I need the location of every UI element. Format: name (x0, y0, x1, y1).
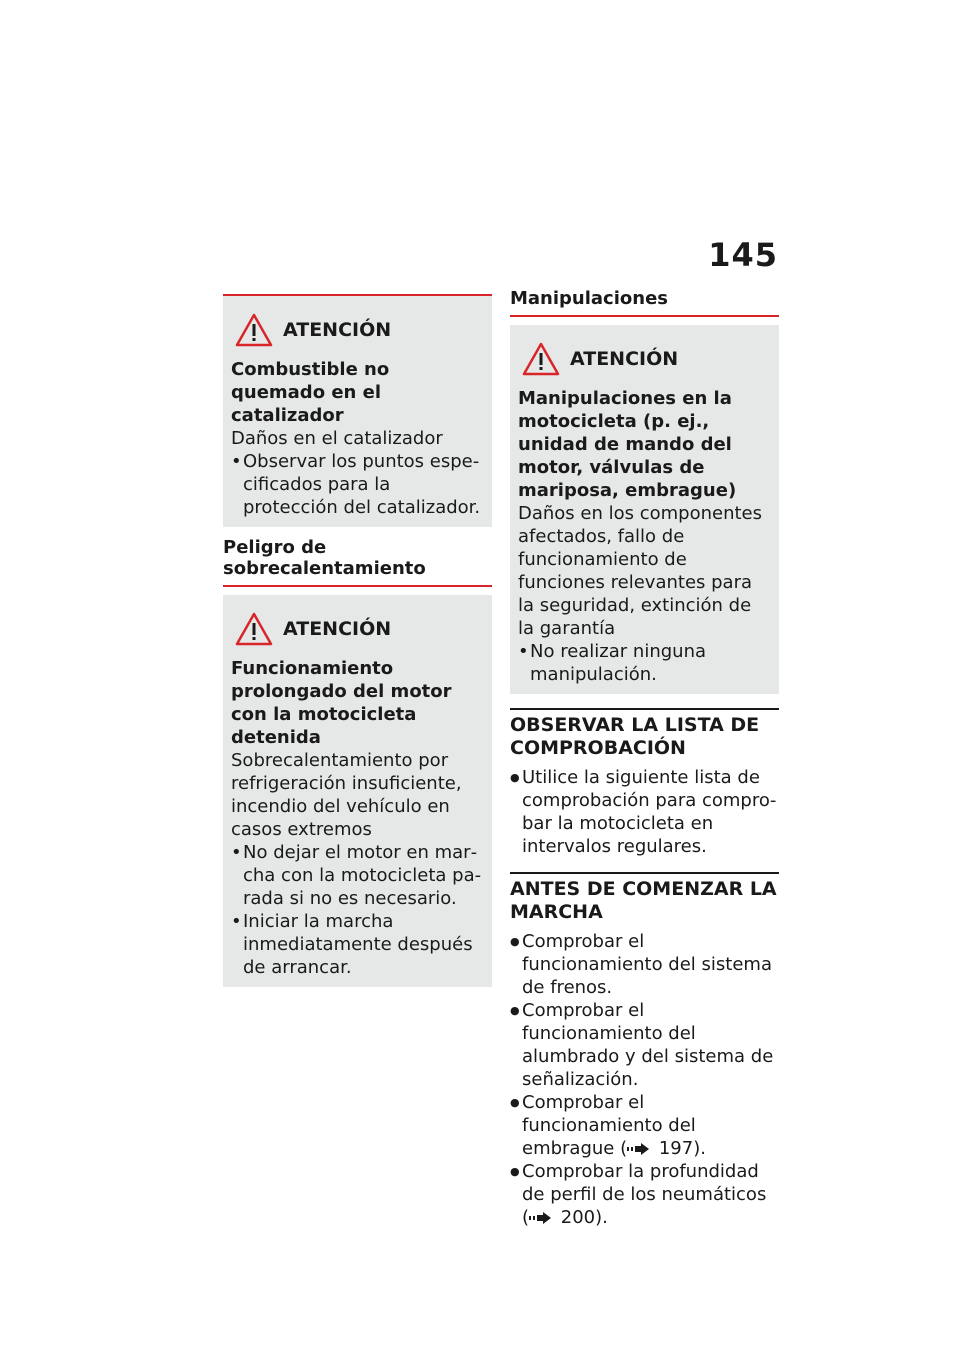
warning-bullets (231, 841, 484, 979)
arrow-reference-icon (627, 1142, 653, 1156)
warning-box-catalyst (223, 294, 492, 527)
warning-subtitle: Manipulaciones en la motocicleta (p. ej., unidad de mando del motor, válvulas de mariposa, embrague) (518, 388, 737, 501)
warning-bullet: • No realizar ninguna manipulación. (518, 640, 771, 686)
heading-manipulations: Manipulaciones (510, 288, 779, 317)
warning-box-overheat (223, 595, 492, 987)
list-item: ● Utilice la siguiente lista de comprobación para comprobar la motocicleta en intervalos regulares. (510, 766, 779, 858)
warning-bullets (231, 450, 484, 519)
page-reference[interactable]: 197 (658, 1138, 694, 1159)
warning-bullet: • Observar los puntos especificados para la protección del catalizador. (231, 450, 484, 519)
warning-bullet: • No dejar el motor en marcha con la motocicleta parada si no es necesario. (231, 841, 484, 910)
arrow-reference-icon (529, 1211, 555, 1225)
warning-header (231, 310, 484, 350)
list-item-text: ). (595, 1207, 608, 1228)
left-column (223, 294, 492, 987)
warning-box-manipulations (510, 325, 779, 694)
list-item-text: Comprobar la profundidad de perfil de los neumáticos ( (522, 1161, 767, 1228)
heading-overheat: Peligro de sobrecalentamiento (223, 537, 492, 587)
right-column (510, 288, 779, 1229)
list-item-text: ). (693, 1138, 706, 1159)
section-title-before-riding: ANTES DE COMENZAR LA MARCHA (510, 872, 779, 924)
page-reference[interactable]: 200 (560, 1207, 596, 1228)
before-riding-items (510, 930, 779, 1229)
warning-header (231, 609, 484, 649)
warning-triangle-icon (522, 342, 560, 376)
warning-subtitle: Combustible no quemado en el catalizador (231, 359, 390, 426)
warning-text: Sobrecalentamiento por refrigeración insuficiente, incendio del vehículo en casos extremos (231, 750, 462, 840)
warning-triangle-icon (235, 612, 273, 646)
list-item: ● Comprobar el funcionamiento del sistema de frenos. (510, 930, 779, 999)
list-item (510, 1091, 779, 1160)
warning-bullet: • Iniciar la marcha inmediatamente después de arrancar. (231, 910, 484, 979)
list-item-text: Comprobar el funcionamiento del embrague ( (522, 1092, 696, 1159)
warning-subtitle: Funcionamiento prolongado del motor con la motocicleta detenida (231, 658, 452, 748)
warning-bullets (518, 640, 771, 686)
warning-title: ATENCIÓN (283, 319, 392, 341)
checklist-items (510, 766, 779, 858)
section-title-checklist: OBSERVAR LA LISTA DE COMPROBACIÓN (510, 708, 779, 760)
warning-text: Daños en el catalizador (231, 428, 443, 449)
list-item (510, 1160, 779, 1229)
warning-title: ATENCIÓN (570, 348, 679, 370)
page-number: 145 (708, 236, 778, 274)
warning-text: Daños en los componentes afectados, fallo de funcionamiento de funciones relevantes para la seguridad, extinción de la garantía (518, 503, 763, 639)
warning-title: ATENCIÓN (283, 618, 392, 640)
warning-triangle-icon (235, 313, 273, 347)
warning-header (518, 339, 771, 379)
list-item: ● Comprobar el funcionamiento del alumbrado y del sistema de señalización. (510, 999, 779, 1091)
